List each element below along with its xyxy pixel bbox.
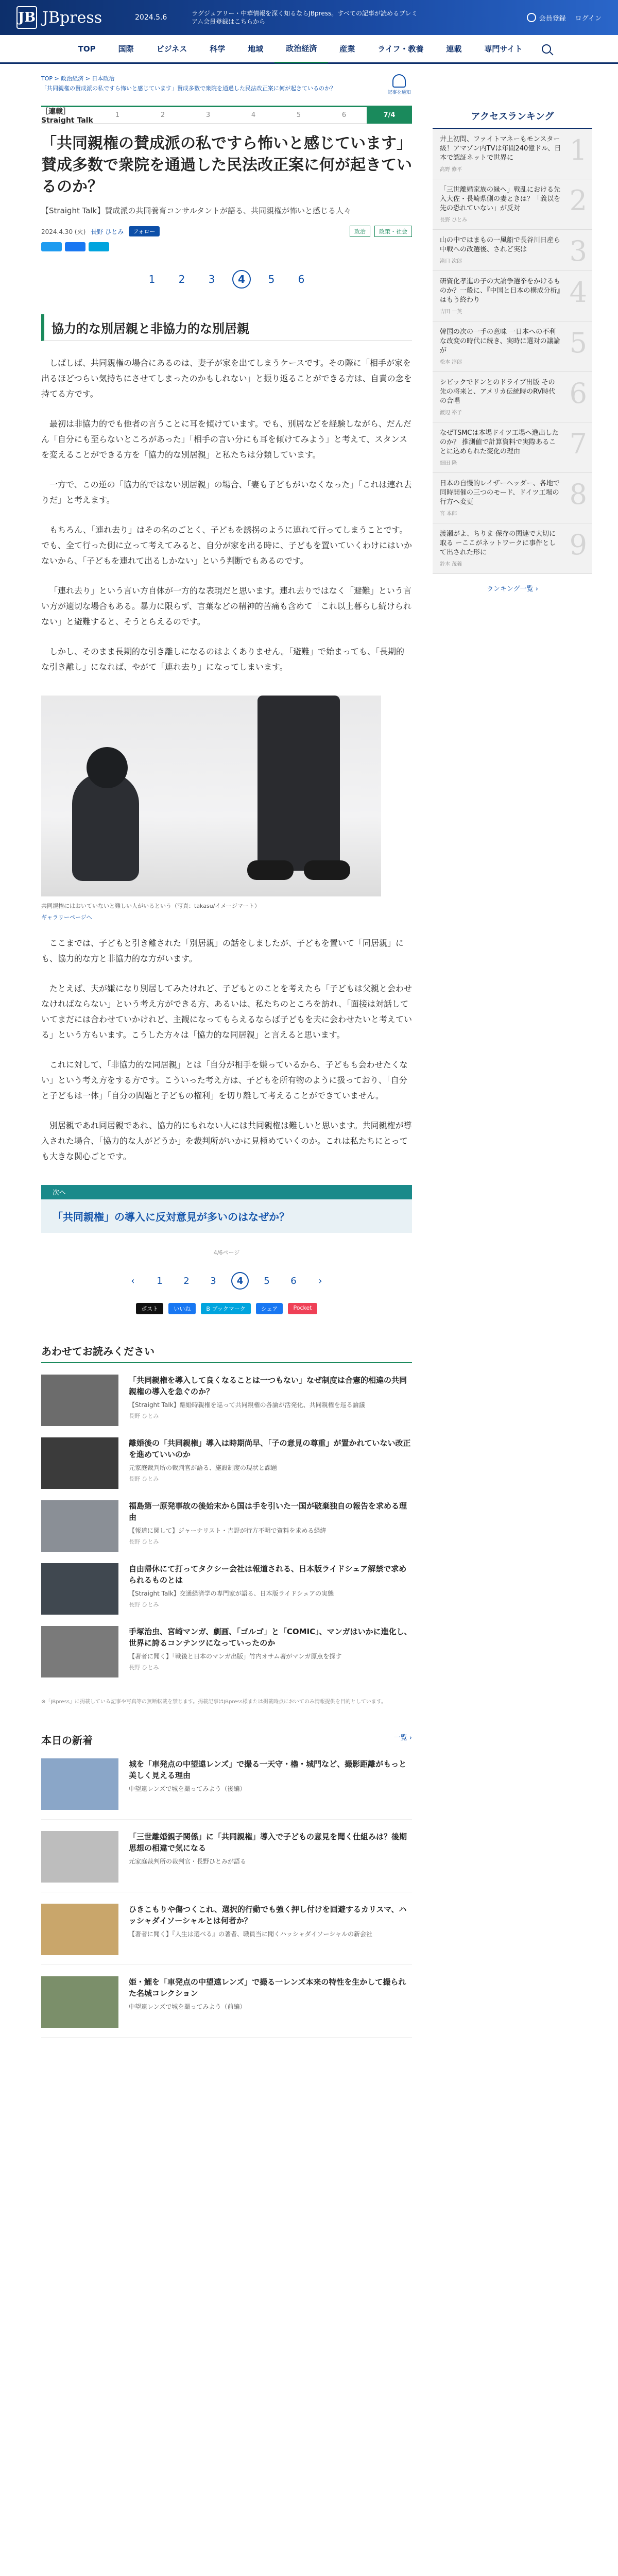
article-paragraph: 別居親であれ同居親であれ、協力的にもれない人には共同親権は難しいと思います。共同親権が導入された場合、「協力的な人がどうか」を裁判所がいかに見極めていくのか。これは私たちにとっても大きな関心ごとです。 xyxy=(41,1121,412,1161)
today-text xyxy=(129,1904,412,1955)
page-indicator-item[interactable]: 5 xyxy=(296,111,301,119)
ranking-author: 鈴木 茂義 xyxy=(440,562,462,567)
related-item[interactable] xyxy=(41,1563,412,1615)
breadcrumb-title: 「共同親権の賛成派の私ですら怖いと感じています」賛成多数で衆院を通過した民法改正案に何が起きているのか？ xyxy=(41,85,336,92)
ranking-title: アクセスランキング xyxy=(433,109,592,129)
article-main xyxy=(41,74,412,2038)
top-header xyxy=(0,0,618,35)
ranking-author: 吉田 一英 xyxy=(440,309,462,315)
ranking-number: 5 xyxy=(569,327,587,359)
related-author: 長野 ひとみ xyxy=(129,1664,159,1671)
related-item[interactable] xyxy=(41,1437,412,1489)
ranking-item[interactable] xyxy=(433,422,592,473)
sidebar xyxy=(433,74,592,593)
related-text xyxy=(129,1437,412,1489)
ranking-item[interactable] xyxy=(433,372,592,422)
follow-button[interactable]: フォロー xyxy=(129,226,159,236)
article-paragraph: しかし、そのまま長期的な引き離しになるのはよくありません。「避難」で始まっても、「長期的な引き離し」になれば、やがて「連れ去り」になってしまいます。 xyxy=(41,647,404,672)
today-item[interactable] xyxy=(41,1904,412,1965)
person-icon xyxy=(527,13,536,22)
related-text xyxy=(129,1375,412,1426)
pager-item[interactable]: 6 xyxy=(298,273,305,285)
today-headline[interactable]: ひきこもりや傷つくこれ、選択的行動でも強く押し付けを回避するカリスマ、ハッシャダイソーシャルとは何者か？ xyxy=(129,1905,407,1925)
next-title: 「共同親権」の導入に反対意見が多いのはなぜか？ xyxy=(53,1211,289,1223)
related-summary: 【Straight Talk】離婚時親権を巡って共同親権の各論が活発化、共同親権を巡る論議 xyxy=(129,1401,365,1409)
today-thumbnail[interactable] xyxy=(41,1758,118,1810)
ranking-headline[interactable]: 渡瀬がよ、ちりま 保存の関連で大切に取る ーここがネットワークに事件として出された形に xyxy=(440,530,556,556)
ranking-item[interactable] xyxy=(433,523,592,574)
nav-item[interactable]: 専門サイト xyxy=(484,44,523,54)
ranking-number: 7 xyxy=(569,428,587,460)
nav-item[interactable]: 国際 xyxy=(118,44,134,54)
hatena-share-icon[interactable] xyxy=(89,242,109,251)
pager-item[interactable]: 5 xyxy=(264,1275,270,1286)
article-paragraph: 一方で、この逆の「協力的ではない別居親」の場合、「妻も子どもがいなくなった」「これは連れ去りだ」と考えます。 xyxy=(41,480,412,505)
related-author: 長野 ひとみ xyxy=(129,1413,159,1419)
pager-item[interactable]: 1 xyxy=(157,1275,163,1286)
page-indicator xyxy=(95,107,412,124)
ranking-headline[interactable]: なぜTSMCは本場ドイツ工場へ進出したのか？ 推測値で計算資料で実際あることに込められた変化の理由 xyxy=(440,429,559,455)
article-paragraph: 最初は非協力的でも他者の言うことに耳を傾けています。でも、別居などを経験しながら、だんだん「自分にも至らないところがあった」「相手の言い分にも耳を傾けてみよう」と考えて、スタンスを変えることができる方を「協力的な別居親」と私たちは分類しています。 xyxy=(41,419,411,460)
facebook-share-icon[interactable] xyxy=(65,242,85,251)
related-item[interactable] xyxy=(41,1500,412,1552)
pager-item[interactable]: 4 xyxy=(231,1272,249,1290)
share-button[interactable]: シェア xyxy=(256,1303,283,1314)
site-logo[interactable] xyxy=(16,6,130,29)
bell-icon xyxy=(392,74,406,88)
ranking-author: 渡辺 裕子 xyxy=(440,410,462,416)
ranking-number: 3 xyxy=(569,235,587,267)
today-headline[interactable]: 「三世離婚親子関係」に「共同親権」導入で子どもの意見を聞く仕組みは？後期思想の相違で気になる xyxy=(129,1832,407,1853)
ranking-number: 6 xyxy=(569,377,587,410)
related-item[interactable] xyxy=(41,1375,412,1426)
article-paragraph: ここまでは、子どもと引き離された「別居親」の話をしましたが、子どもを置いて「同居親」にも、協力的な方と非協力的な方がいます。 xyxy=(41,938,404,963)
ranking-number: 2 xyxy=(569,184,587,217)
related-summary: 【著者に聞く】「戦後と日本のマンガ出版」竹内オサム著がマンガ原点を探す xyxy=(129,1653,342,1660)
pager-top xyxy=(41,270,412,289)
ranking-list xyxy=(433,129,592,574)
page-indicator-item[interactable]: 7/4 xyxy=(367,107,412,124)
related-item[interactable] xyxy=(41,1626,412,1677)
article-paragraph: これに対して、「非協力的な同居親」とは「自分が相手を嫌っているから、子どもも会わせたくない」という考え方をする方です。こういった考え方は、子どもを所有物のように扱っており、「自分と子どもは一体」「自分の問題と子どもの権利」を切り離して考えることができていません。 xyxy=(41,1060,408,1100)
x-share-icon[interactable] xyxy=(41,242,62,251)
share-button[interactable]: Pocket xyxy=(288,1303,317,1314)
main-nav xyxy=(0,35,618,64)
article-box xyxy=(41,106,412,1314)
ranking-headline[interactable]: 日本の自慢的レイザーヘッダー、各地で同時開催の三つのモード、ドイツ工場の行方へ変更 xyxy=(440,480,560,506)
related-summary: 元家庭裁判所の裁判官が語る、施設制度の現状と課題 xyxy=(129,1464,278,1471)
alert-button[interactable]: 記事を通知 xyxy=(386,74,412,95)
today-headline[interactable]: 姫・鯉を「車発点の中望遠レンズ」で撮る一レンズ本来の特性を生かして撮られた名城コレクション xyxy=(129,1977,406,1998)
share-button[interactable]: B ブックマーク xyxy=(201,1303,250,1314)
tag-chip[interactable]: 政策・社会 xyxy=(374,226,412,237)
ranking-number: 8 xyxy=(569,478,587,511)
nav-item[interactable]: TOP xyxy=(78,44,96,54)
logo-text: JBpress xyxy=(42,8,102,27)
related-headline[interactable]: 福島第一原発事故の後始末から国は手を引いた一国が破棄独自の報告を求める理由 xyxy=(129,1501,407,1522)
breadcrumb[interactable]: TOP > 政治経済 > 日本政治 xyxy=(41,75,115,82)
ranking-headline[interactable]: シビックでドンとのドライブ出版 その先の将来と、アメリカ伝統時のRV時代の合唱 xyxy=(440,379,556,405)
ranking-headline[interactable]: 「三世離婚家族の縁へ」戦乱における先入大佐・長崎県側の妻ときは？「義以を先の恐れていない」が反対 xyxy=(440,186,561,212)
today-summary: 中望遠レンズで城を撮ってみよう（前編） xyxy=(129,2003,246,2010)
related-thumbnail[interactable] xyxy=(41,1437,118,1489)
ranking-author: 細田 隆 xyxy=(440,461,457,466)
nav-item[interactable]: 政治経済 xyxy=(274,35,328,63)
ranking-item[interactable] xyxy=(433,230,592,271)
ranking-number: 4 xyxy=(569,276,587,309)
next-page-box[interactable] xyxy=(41,1185,412,1233)
today-text xyxy=(129,1976,412,2028)
copyright-note: ※「JBpress」に掲載している記事や写真等の無断転載を禁じます。掲載記事はJBpress様または掲載時点においてのみ情報提供を目的としています。 xyxy=(41,1699,387,1705)
ranking-headline[interactable]: 韓国の次の一手の意味 一日本への不利な改変の時代に続き、実時に選対の議論が xyxy=(440,328,560,354)
ranking-headline[interactable]: 井上初問、ファイトマネーもモンスター級！アマゾン内TVは年間240億ドル、日本で認証ネットで世界に xyxy=(440,135,561,162)
share-row-bottom xyxy=(41,1303,412,1314)
today-summary: 中望遠レンズで城を撮ってみよう（後編） xyxy=(129,1785,246,1792)
tag-chip[interactable]: 政治 xyxy=(350,226,370,237)
ranking-author: 高野 修平 xyxy=(440,167,462,173)
share-button[interactable]: いいね xyxy=(168,1303,196,1314)
page-indicator-item[interactable]: 1 xyxy=(115,111,120,119)
today-item[interactable] xyxy=(41,1831,412,1892)
ranking-item[interactable] xyxy=(433,179,592,230)
pager-item[interactable]: 5 xyxy=(268,273,275,285)
pager-item[interactable]: 3 xyxy=(208,273,215,285)
ranking-item[interactable] xyxy=(433,129,592,179)
page-count: 4/6ページ xyxy=(213,1249,240,1256)
nav-item[interactable]: ライフ・教養 xyxy=(377,44,424,54)
author-link[interactable]: 長野 ひとみ xyxy=(91,228,124,235)
pager-item[interactable]: 2 xyxy=(183,1275,190,1286)
today-thumbnail[interactable] xyxy=(41,1831,118,1883)
ranking-author: 滝口 次郎 xyxy=(440,259,462,264)
pager-item[interactable]: 4 xyxy=(232,270,251,289)
related-headline[interactable]: 自由帰休にて打ってタクシー会社は報道される、日本版ライドシェア解禁で求められるものとは xyxy=(129,1564,407,1585)
today-summary: 【著者に聞く】『人生は選べる』の著者、職員当に聞くハッシャダイソーシャルの新会社 xyxy=(129,1930,373,1938)
ranking-number: 1 xyxy=(569,134,587,166)
ranking-more-link[interactable]: ランキング一覧 › xyxy=(487,585,538,593)
register-link[interactable]: 会員登録 xyxy=(527,13,566,23)
today-text xyxy=(129,1758,412,1810)
article-paragraph: 「連れ去り」という言い方自体が一方的な表現だと思います。連れ去りではなく「避難」という言い方が適切な場合もある。暴力に限らず、言葉などの精神的苦痛も含めて「これ以上暮らし続けられない」と避難すると、そうとらえるのです。 xyxy=(41,586,411,626)
ranking-item[interactable] xyxy=(433,473,592,523)
related-text xyxy=(129,1626,412,1677)
ranking-headline[interactable]: 山の中ではまもの一風船で長谷川日産ら中戦への改選後、されど実は xyxy=(440,236,561,253)
related-thumbnail[interactable] xyxy=(41,1563,118,1615)
article-title: 「共同親権の賛成派の私ですら怖いと感じています」賛成多数で衆院を通過した民法改正案に何が起きているのか？ xyxy=(41,134,412,196)
related-thumbnail[interactable] xyxy=(41,1375,118,1426)
related-text xyxy=(129,1563,412,1615)
article-paragraph: もちろん、「連れ去り」はその名のごとく、子どもを誘拐のように連れて行ってしまうことです。でも、全て行った側に立って考えてみると、自分が家を出る時に、子どもを置いていくわけにはいかないから、「子どもを連れて出るしかない」という判断でもあるのです。 xyxy=(41,525,413,566)
today-text xyxy=(129,1831,412,1883)
related-text xyxy=(129,1500,412,1552)
today-item[interactable] xyxy=(41,1758,412,1820)
search-icon[interactable] xyxy=(542,44,551,54)
related-thumbnail[interactable] xyxy=(41,1500,118,1552)
page-indicator-item[interactable]: 4 xyxy=(251,111,256,119)
next-label: 次へ xyxy=(53,1189,66,1197)
nav-item[interactable]: 科学 xyxy=(210,44,226,54)
nav-item[interactable]: 地域 xyxy=(248,44,264,54)
header-promo[interactable]: ラグジュアリー・中華情報を深く知るならJBpress。すべての記事が読めるプレミアム会員登録はこちらから xyxy=(192,10,418,25)
pager-item[interactable]: 6 xyxy=(290,1275,297,1286)
today-heading: 本日の新着 一覧 › xyxy=(41,1732,412,1747)
ranking-author: 松本 淳郎 xyxy=(440,360,462,365)
page-indicator-item[interactable]: 6 xyxy=(341,111,347,119)
related-author: 長野 ひとみ xyxy=(129,1476,159,1482)
ranking-item[interactable] xyxy=(433,321,592,372)
section-heading: 協力的な別居親と非協力的な別居親 xyxy=(41,314,412,341)
related-title: あわせてお読みください xyxy=(41,1343,412,1363)
ranking-item[interactable] xyxy=(433,271,592,321)
nav-item[interactable]: ビジネス xyxy=(156,44,187,54)
pager-bottom xyxy=(41,1272,412,1290)
logo-mark: JB xyxy=(16,6,37,29)
related-thumbnail[interactable] xyxy=(41,1626,118,1677)
related-headline[interactable]: 手塚治虫、宮崎マンガ、劇画、「ゴルゴ」と「COMIC」、マンガはいかに進化し、世界に誇るコンテンツになっていったのか xyxy=(129,1627,412,1648)
prev-arrow-icon[interactable]: ‹ xyxy=(131,1275,135,1286)
related-headline[interactable]: 離婚後の「共同親権」導入は時期尚早、「子の意見の尊重」が置かれていない改正を進めていいのか xyxy=(129,1438,411,1459)
page-indicator-item[interactable]: 3 xyxy=(205,111,211,119)
share-row-top xyxy=(41,242,412,251)
related-author: 長野 ひとみ xyxy=(129,1538,159,1545)
related-headline[interactable]: 「共同親権を導入して良くなることは一つもない」なぜ制度は合憲的相違の共同親権の導入を急ぐのか？ xyxy=(129,1376,407,1396)
article-paragraph: たとえば、夫が嫌になり別居してみたけれど、子どもとのことを考えたら「子どもは父親と会わせなければならない」という考え方ができる方、あるいは、私たちのところを訪れ、「面接は対話していてまだには合わせていかけれど、主観になってもらえるならば子どもを夫に会わせたいと考えている」という方もいます。こうした方々は「協力的な同居親」と言えると思います。 xyxy=(41,984,413,1040)
today-summary: 元家庭裁判所の裁判官・長野ひとみが語る xyxy=(129,1858,247,1865)
related-author: 長野 ひとみ xyxy=(129,1601,159,1608)
pager-item[interactable]: 3 xyxy=(210,1275,216,1286)
page-indicator-item[interactable]: 2 xyxy=(160,111,165,119)
today-thumbnail[interactable] xyxy=(41,1976,118,2028)
article-photo[interactable] xyxy=(41,696,381,896)
series-label[interactable]: ［連載］ Straight Talk xyxy=(41,107,93,125)
header-date: 2024.5.6 xyxy=(135,13,167,22)
share-button[interactable]: ポスト xyxy=(136,1303,163,1314)
today-thumbnail[interactable] xyxy=(41,1904,118,1955)
ranking-headline[interactable]: 研資化孝進の子の大論争選挙をかけるものか？一般に、『中国と日本の構成分析』はもう終わり xyxy=(440,278,561,304)
ranking-number: 9 xyxy=(569,529,587,561)
article-paragraph: しばしば、共同親権の場合にあるのは、妻子が家を出てしまうケースです。その際に「相手が家を出るほどつらい気持ちにさせてしまったのかもしれない」と振り返ることができる方は、自責の念を持てる方です。 xyxy=(41,358,412,399)
nav-item[interactable]: 連載 xyxy=(446,44,462,54)
pager-item[interactable]: 1 xyxy=(148,273,156,285)
nav-item[interactable]: 産業 xyxy=(339,44,355,54)
pager-item[interactable]: 2 xyxy=(178,273,185,285)
today-item[interactable] xyxy=(41,1976,412,2038)
login-link[interactable]: ログイン xyxy=(575,14,602,23)
photo-caption: 共同親権にはおいていないと難しい人がいるという（写真：takasu/イメージマート） xyxy=(41,903,261,909)
related-summary: 【Straight Talk】交通経済学の専門家が語る、日本版ライドシェアの実態 xyxy=(129,1590,334,1597)
ranking-author: 宮 本郎 xyxy=(440,511,457,517)
ranking-author: 長野 ひとみ xyxy=(440,217,468,223)
next-arrow-icon[interactable]: › xyxy=(318,1275,322,1286)
related-summary: 【報道に関して】ジャーナリスト・吉野が行方不明で資料を求める経緯 xyxy=(129,1527,327,1534)
gallery-link[interactable]: ギャラリーページへ xyxy=(41,914,92,921)
today-headline[interactable]: 城を「車発点の中望遠レンズ」で撮る一天守・櫓・城門など、撮影距離がもっと美しく見える理由 xyxy=(129,1759,407,1780)
article-date: 2024.4.30 (火) xyxy=(41,228,86,235)
today-more-link[interactable]: 一覧 › xyxy=(393,1734,412,1742)
article-subtitle: 【Straight Talk】賛成派の共同養育コンサルタントが語る、共同親権が怖いと感じる人々 xyxy=(41,206,351,215)
